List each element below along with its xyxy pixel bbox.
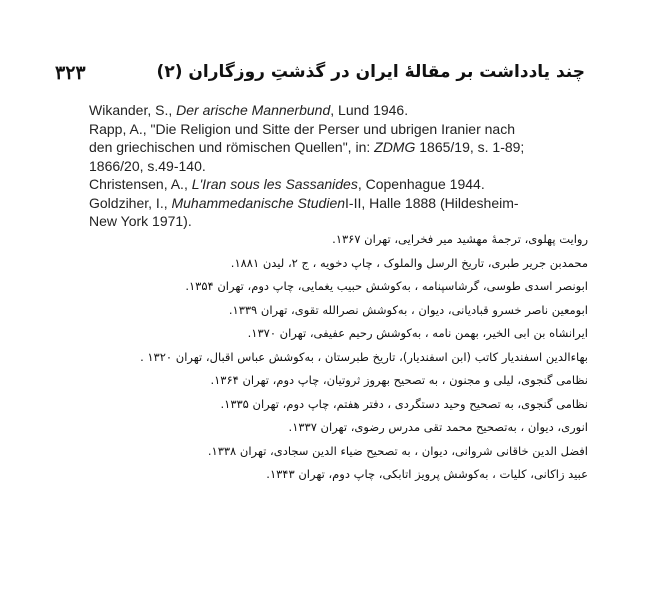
- reference-entry: محمدبن جریر طبری، تاریخ الرسل والملوک ، چاپ دخویه ، ج ۲، لیدن ۱۸۸۱.: [230, 255, 588, 270]
- reference-entry: [89, 175, 539, 194]
- reference-entry: ابونصر اسدی طوسی، گرشاسپنامه ، به‌کوشش حبیب یغمایی، چاپ دوم، تهران ۱۳۵۴.: [185, 279, 588, 293]
- latin-references: [89, 101, 539, 231]
- page-number: ۳۲۳: [55, 62, 86, 84]
- reference-entry: نظامی گنجوی، به تصحیح وحید دستگردی ، دفتر هفتم، چاپ دوم، تهران ۱۳۳۵.: [220, 396, 588, 411]
- running-title: چند یادداشت بر مقالهٔ ایران در گذشتِ روزگاران (۲): [156, 62, 585, 82]
- reference-title: ZDMG: [374, 139, 416, 155]
- reference-entry: بهاءالدین اسفندیار کاتب (ابن اسفندیار)، تاریخ طبرستان ، به‌کوشش عباس اقبال، تهران ۱۳۲۰ .: [140, 349, 588, 364]
- reference-entry: افضل الدین خاقانی شروانی، دیوان ، به تصحیح ضیاء الدین سجادی، تهران ۱۳۳۸.: [207, 443, 588, 458]
- reference-entry: نظامی گنجوی، لیلی و مجنون ، به تصحیح بهروز ثروتیان، چاپ دوم، تهران ۱۳۶۴.: [210, 373, 588, 387]
- reference-title: L'Iran sous les Sassanides: [191, 176, 358, 192]
- reference-title: Muhammedanische Studien: [171, 194, 346, 211]
- reference-text: I-II, Halle 1888 (Hildesheim- New York 1971).: [89, 194, 519, 229]
- page-header: [55, 62, 585, 92]
- reference-entry: [89, 101, 539, 120]
- reference-text: Christensen, A.,: [89, 176, 192, 192]
- persian-references: [68, 228, 588, 487]
- reference-text: Rapp, A., "Die Religion und Sitte der Perser und ubrigen Iranier nach den griechischen und römischen Quellen", in:: [89, 120, 515, 155]
- reference-text: 1865/19, s. 1-89; 1866/20, s.49-140.: [89, 139, 525, 174]
- reference-entry: [89, 194, 539, 231]
- reference-entry: انوری، دیوان ، به‌تصحیح محمد تقی مدرس رضوی، تهران ۱۳۳۷.: [288, 420, 588, 434]
- reference-entry: [89, 120, 539, 176]
- reference-entry: عبید زاکانی، کلیات ، به‌کوشش پرویز اتابکی، چاپ دوم، تهران ۱۳۴۳.: [266, 467, 588, 481]
- reference-text: , Lund 1946.: [330, 102, 409, 118]
- reference-text: , Copenhague 1944.: [357, 176, 485, 192]
- reference-text: Goldziher, I.,: [89, 194, 172, 211]
- reference-entry: ابومعین ناصر خسرو قبادیانی، دیوان ، به‌کوشش نصرالله تقوی، تهران ۱۳۳۹.: [228, 302, 588, 317]
- reference-entry: ایرانشاه بن ابی الخیر، بهمن نامه ، به‌کوشش رحیم عفیفی، تهران ۱۳۷۰.: [247, 326, 588, 340]
- reference-text: Wikander, S.,: [89, 102, 177, 118]
- reference-entry: روایت پهلوی، ترجمهٔ مهشید میر فخرایی، تهران ۱۳۶۷.: [332, 232, 588, 246]
- reference-title: Der arische Mannerbund: [176, 102, 331, 118]
